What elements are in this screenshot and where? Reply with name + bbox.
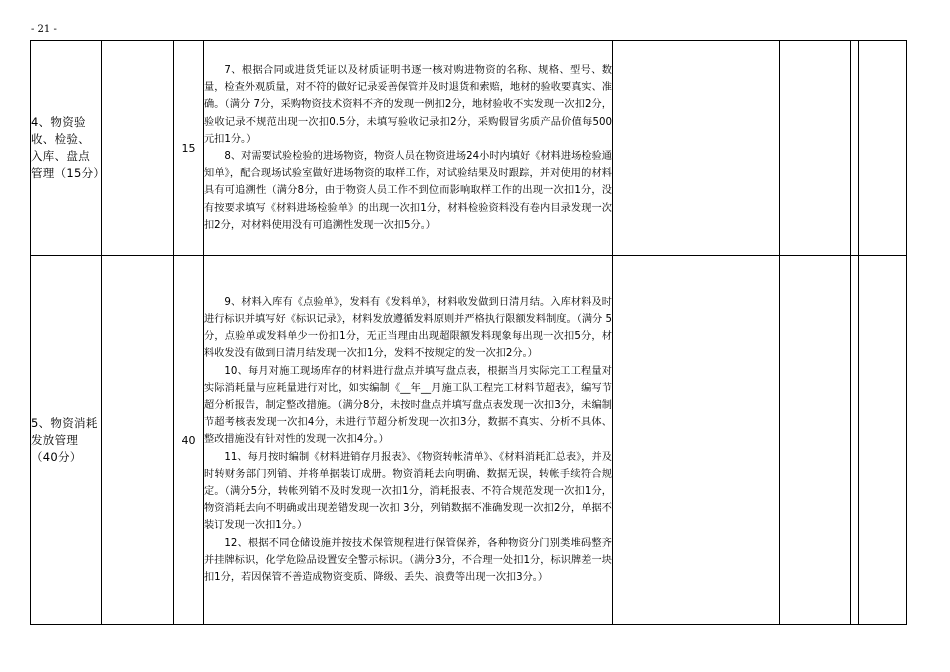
empty-cell — [613, 256, 780, 625]
empty-cell — [859, 41, 907, 256]
empty-cell — [102, 41, 174, 256]
criteria-paragraph: 11、每月按时编制《材料进销存月报表》、《物资转帐清单》、《材料消耗汇总表》，并及时转财务部门列销、并将单据装订成册。物资消耗去向明确、数据无误，转帐手续符合规定。（满分5分，转帐列销不及时发现一次扣1分，消耗报表、不符合规范发现一次扣1分，物资消耗去向不明确或出现差错发现一次扣 3分，列销数据不准确发现一次扣2分，单据不装订发现一次扣1分。） — [204, 451, 612, 532]
empty-cell — [851, 256, 859, 625]
empty-cell — [780, 256, 851, 625]
category-label: 5、物资消耗发放管理（40分） — [31, 415, 98, 464]
criteria-paragraph: 8、对需要试验检验的进场物资，物资人员在物资进场24小时内填好《材料进场检验通知单》，配合现场试验室做好进场物资的取样工作，对试验结果及时跟踪，并对使用的材料具有可追溯性（满分8分，由于物资人员工作不到位而影响取样工作的出现一次扣1分，没有按要求填写《材料进场检验单》的出现一次扣1分，材料检验资料没有卷内目录发现一次扣2分，对材料使用没有可追溯性发现一次扣5分。） — [204, 151, 612, 231]
category-cell — [31, 41, 106, 256]
score-cell — [174, 256, 204, 625]
empty-cell — [613, 41, 780, 256]
content-cell — [204, 41, 613, 256]
empty-cell — [859, 256, 907, 625]
empty-cell — [102, 256, 174, 625]
score-value: 40 — [181, 433, 196, 447]
empty-cell — [780, 41, 851, 256]
content-cell — [204, 256, 613, 625]
criteria-paragraph: 12、根据不同仓储设施并按技术保管规程进行保管保养，各种物资分门别类堆码整齐并挂牌标识，化学危险品设置安全警示标识。（满分3分，不合理一处扣1分，标识牌差一块扣1分，若因保管不善造成物资变质、降级、丢失、浪费等出现一次扣3分。） — [204, 537, 612, 584]
criteria-paragraph: 9、材料入库有《点验单》，发料有《发料单》，材料收发做到日清月结。入库材料及时进行标识并填写好《标识记录》，材料发放遵循发料原则并严格执行限额发料制度。（满分 5分，点验单或发料单少一份扣1分，无正当理由出现超限额发料现象每出现一次扣5分，材料收发没有做到日清月结发现一次扣1分，发料不按规定的发一次扣2分。） — [204, 296, 612, 360]
category-label: 4、物资验收、检验、入库、盘点管理（15分） — [31, 115, 106, 180]
category-cell — [31, 256, 102, 625]
criteria-paragraph: 10、每月对施工现场库存的材料进行盘点并填写盘点表，根据当月实际完工工程量对实际消耗量与应耗量进行对比，如实编制《__年__月施工队工程完工材料节超表》，编写节超分析报告，制定整改措施。（满分8分，未按时盘点并填写盘点表发现一次扣3分，未编制节超考核表发现一次扣4分，未进行节超分析发现一次扣3分，数据不真实、分析不具体、整改措施没有针对性的发现一次扣4分。） — [204, 365, 612, 446]
page-number: - 21 - — [31, 24, 57, 35]
table-row — [31, 256, 907, 625]
empty-cell — [851, 41, 859, 256]
assessment-table — [30, 40, 907, 625]
table-row — [31, 41, 907, 256]
score-cell — [174, 41, 204, 256]
score-value: 15 — [181, 141, 196, 155]
criteria-paragraph: 7、根据合同或进货凭证以及材质证明书逐一核对购进物资的名称、规格、型号、数量，检查外观质量，对不符的做好记录妥善保管并及时退货和索赔，地材的验收要真实、准确。（满分 7分，采购物资技术资料不齐的发现一例扣2分，地材验收不实发现一次扣2分，验收记录不规范出现一次扣0.5分，未填写验收记录扣2分，采购假冒劣质产品价值每500元扣1分。） — [204, 64, 612, 145]
